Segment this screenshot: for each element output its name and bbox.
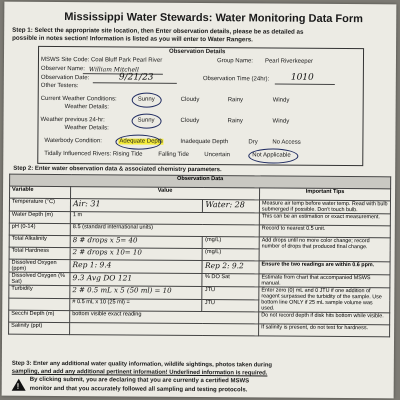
row-value2: (mg/L) [202, 249, 259, 261]
row-value[interactable]: 1 m [70, 212, 259, 225]
group-name-value[interactable]: Pearl Riverkeeper [264, 58, 314, 65]
certification-text [30, 376, 250, 396]
tidal-label: Tidally Influenced Rivers: Rising Tide [44, 150, 143, 158]
row-variable: pH (0-14) [9, 223, 70, 235]
prev-weather-windy[interactable]: Windy [272, 118, 290, 125]
row-value[interactable] [70, 323, 259, 336]
row-variable: Temperature (°C) [9, 198, 70, 211]
step1-line2: possible in notes section! Information is listed as you will enter to Water Rangers. [12, 34, 253, 44]
current-weather-sunny[interactable]: Sunny [137, 96, 155, 103]
row-value2: % DO Sat [202, 274, 259, 287]
warning-icon-mark: ! [16, 381, 20, 391]
waterbody-adequate-circle [115, 134, 161, 149]
row-variable: Salinity (ppt) [9, 322, 70, 334]
waterbody-inadequate-depth[interactable]: Inadequate Depth [180, 138, 229, 146]
row-value[interactable]: 2 # 0.5 mL x 5 (50 ml) = 10 [70, 286, 203, 299]
other-testers-label: Other Testers: [40, 82, 79, 90]
row-value[interactable]: Air: 31 [70, 199, 203, 213]
row-variable: Total Alkalinity [9, 235, 70, 247]
row-variable: Water Depth (m) [9, 211, 70, 223]
step1-line1: Step 1: Select the appropriate site location, then Enter observation details, please be as detailed as [12, 26, 304, 36]
table-row [9, 322, 390, 337]
step3-instructions [12, 360, 272, 378]
form-title: Mississippi Water Stewards: Water Monitoring Data Form [64, 11, 363, 26]
row-value[interactable]: 8.5 (standard international units) [70, 224, 259, 237]
step1-instructions [12, 27, 303, 45]
observation-data-header: Observation Data [10, 174, 391, 189]
row-variable: Turbidity [9, 285, 70, 298]
row-tip: Enter zero (0) mL and 0 JTU if one addition of reagent surpassed the turbidity of the sample. Use bottom line ONLY if 25 mL sample volume was used. [259, 287, 390, 313]
waterbody-no-access[interactable]: No Access [272, 139, 301, 146]
time-label: Observation Time (24hr): [202, 76, 270, 83]
time-line [275, 84, 335, 85]
step3-line2: sampling, and add any additional pertinent information! Underlined information is required. [11, 368, 268, 377]
row-tip: Measure air temp before water temp. Read with bulb submerged if possible. Don't touch bulb. [259, 200, 390, 214]
col-tips-header: Important Tips [260, 188, 391, 201]
step3-line1: Step 3: Enter any additional water quality information, wildlife sightings, photos taken during [11, 360, 273, 369]
observation-details-box [37, 46, 364, 166]
row-value[interactable]: Rep 1: 9.4 [70, 260, 203, 274]
group-name-label: Group Name: [216, 58, 254, 65]
certification-line2: monitor and that you accurately followed all sampling and testing protocols. [29, 385, 248, 394]
row-value2[interactable]: Water: 28 [203, 200, 260, 213]
row-value[interactable]: 9.3 Avg DO 121 [70, 273, 203, 287]
row-tip: If salinity is present, do not test for hardness. [259, 324, 390, 337]
row-value2: JTU [202, 299, 259, 312]
row-variable: Total Hardness [9, 247, 70, 259]
row-tip: Do not record depth if disk hits bottom while visible. [259, 312, 390, 325]
col-variable-header: Variable [10, 186, 71, 198]
current-weather-cloudy[interactable]: Cloudy [180, 96, 200, 104]
prev-weather-sunny-circle [131, 114, 161, 129]
row-tip: Add drops until no more color change; record number of drops that produced final change. [259, 237, 390, 262]
row-value[interactable]: bottom visible exact reading [70, 311, 259, 324]
weather-prev-label: Weather previous 24-hr: [40, 116, 105, 124]
site-code-label: MSWS Site Code: [40, 56, 90, 64]
row-value2: (mg/L) [203, 237, 260, 249]
row-value2: JTU [202, 287, 259, 300]
row-value2[interactable]: Rep 2: 9.2 [202, 261, 259, 274]
row-variable: Dissolved Oxygen (ppm) [9, 259, 70, 272]
tidal-not-applicable[interactable]: Not Applicable [252, 152, 291, 159]
row-variable [9, 298, 70, 311]
waterbody-label: Waterbody Condition: [44, 137, 102, 145]
row-tip: Estimate from chart that accompanied MSWS manual. [259, 274, 390, 288]
row-value[interactable]: 2 # drops x 10= 10 [70, 248, 203, 261]
date-label: Observation Date: [40, 74, 90, 82]
observation-details-header: Observation Details [169, 48, 226, 56]
current-weather-windy[interactable]: Windy [272, 97, 290, 104]
date-value[interactable]: 9/21/23 [118, 72, 154, 83]
site-code-value[interactable]: Coal Bluff Park Pearl River [90, 57, 163, 64]
tidal-not-applicable-circle [248, 148, 298, 163]
waterbody-dry[interactable]: Dry [248, 139, 258, 146]
tidal-falling[interactable]: Falling Tide [158, 151, 190, 158]
observer-value[interactable]: William Mitchell [88, 66, 139, 74]
row-tip: Ensure the two readings are within 0.6 ppm. [259, 261, 390, 275]
certification-line1: By clicking submit, you are declaring that you are currently a certified MSWS [29, 376, 250, 385]
tidal-uncertain[interactable]: Uncertain [204, 152, 231, 159]
current-weather-sub: Weather Details: [64, 104, 109, 111]
weather-prev-sub: Weather Details: [64, 125, 109, 132]
row-tip: This can be an estimation or exact measurement. [259, 213, 390, 226]
col-value-header: Value [71, 187, 260, 200]
prev-weather-rainy[interactable]: Rainy [227, 118, 243, 125]
row-value[interactable]: 8 # drops x 5= 40 [70, 236, 203, 249]
current-weather-label: Current Weather Conditions: [40, 95, 117, 103]
row-value[interactable]: # 0.5 mL x 10 (25 ml) = [70, 298, 203, 311]
observer-label: Observer Name: [40, 65, 85, 73]
time-value[interactable]: 1010 [290, 72, 314, 83]
form-paper [2, 2, 397, 399]
prev-weather-cloudy[interactable]: Cloudy [180, 117, 200, 124]
row-tip: Record to nearest 0.5 unit. [259, 225, 390, 238]
observation-data-table [8, 174, 391, 338]
current-weather-sunny-circle [132, 93, 162, 108]
current-weather-rainy[interactable]: Rainy [227, 97, 244, 104]
prev-weather-sunny[interactable]: Sunny [137, 117, 155, 124]
waterbody-adequate-depth[interactable]: Adequate Depth [119, 138, 163, 145]
row-variable: Secchi Depth (m) [9, 310, 70, 322]
row-variable: Dissolved Oxygen (% Sat) [9, 272, 70, 285]
step2-heading: Step 2: Enter water observation data & associated chemistry parameters. [13, 165, 222, 174]
